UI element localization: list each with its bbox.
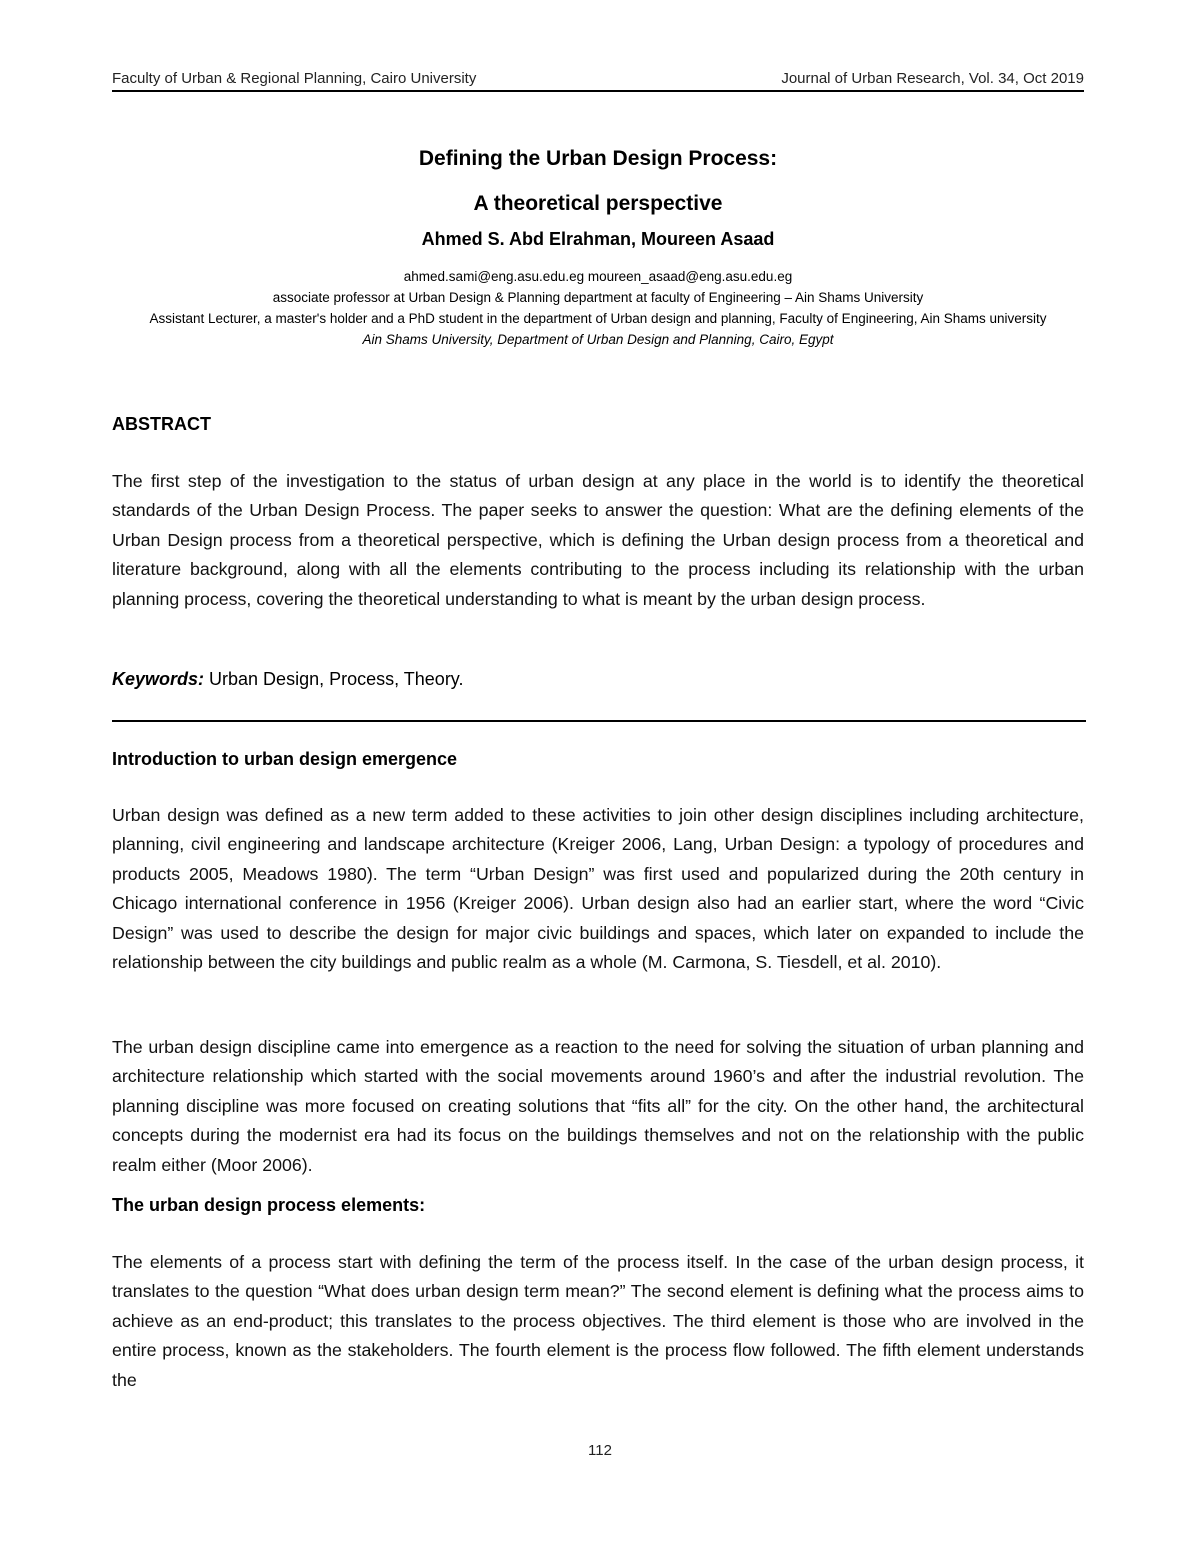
keywords-label: Keywords: — [112, 669, 205, 689]
introduction-paragraph-1: Urban design was defined as a new term added to these activities to join other design disciplines including architecture, planning, civil engineering and landscape architecture (Kreiger 2006, Lang, Urban Design: a typology of procedures and products 2005, Meadows 1980). The term “Urban Design” was first used and popularized during the 20th century in Chicago international conference in 1956 (Kreiger 2006). Urban design also had an earlier start, where the word “Civic Design” was used to describe the design for major civic buildings and spaces, which later on expanded to include the relationship between the city buildings and public realm as a whole (M. Carmona, S. Tiesdell, et al. 2010). — [112, 805, 1084, 973]
keywords-line — [112, 669, 1084, 690]
elements-heading: The urban design process elements: — [112, 1195, 426, 1215]
header-right: Journal of Urban Research, Vol. 34, Oct 2019 — [781, 70, 1084, 87]
introduction-paragraph-2: The urban design discipline came into emergence as a reaction to the need for solving the situation of urban planning and architecture relationship which started with the social movements around 1960’s and after the industrial revolution. The planning discipline was more focused on creating solutions that “fits all” for the city. On the other hand, the architectural concepts during the modernist era had its focus on the buildings themselves and not on the relationship with the public realm either (Moor 2006). — [112, 1037, 1084, 1175]
author-list: Ahmed S. Abd Elrahman, Moureen Asaad — [421, 229, 775, 249]
title-block — [112, 144, 1084, 350]
abstract-text: The first step of the investigation to the status of urban design at any place in the world is to identify the theoretical standards of the Urban Design Process. The paper seeks to answer the question: What are the defining elements of the Urban Design process from a theoretical perspective, which is defining the Urban design process from a theoretical and literature background, along with all the elements contributing to the process including its relationship with the urban planning process, covering the theoretical understanding to what is meant by the urban design process. — [112, 471, 1084, 609]
author2-affiliation: Assistant Lecturer, a master's holder and a PhD student in the department of Urban design and planning, Faculty of Engineering, Ain Shams university — [149, 311, 1047, 326]
author-emails: ahmed.sami@eng.asu.edu.eg moureen_asaad@eng.asu.edu.eg — [403, 269, 793, 284]
elements-paragraph-1: The elements of a process start with defining the term of the process itself. In the case of the urban design process, it translates to the question “What does urban design term mean?” The second element is defining what the process aims to achieve as an end-product; this translates to the process objectives. The third element is those who are involved in the entire process, known as the stakeholders. The fourth element is the process flow followed. The fifth element understands the — [112, 1252, 1084, 1390]
section-divider — [112, 720, 1086, 722]
page-number: 112 — [588, 1442, 612, 1459]
introduction-heading: Introduction to urban design emergence — [112, 749, 458, 769]
running-header — [112, 70, 1084, 92]
institution: Ain Shams University, Department of Urban Design and Planning, Cairo, Egypt — [362, 332, 834, 347]
header-left: Faculty of Urban & Regional Planning, Cairo University — [112, 70, 477, 87]
author1-affiliation: associate professor at Urban Design & Planning department at faculty of Engineering – Ain Shams University — [272, 290, 924, 305]
paper-subtitle: A theoretical perspective — [473, 192, 723, 215]
paper-title: Defining the Urban Design Process: — [418, 147, 778, 170]
abstract-heading: ABSTRACT — [112, 414, 211, 434]
keywords-value: Urban Design, Process, Theory. — [204, 669, 464, 689]
